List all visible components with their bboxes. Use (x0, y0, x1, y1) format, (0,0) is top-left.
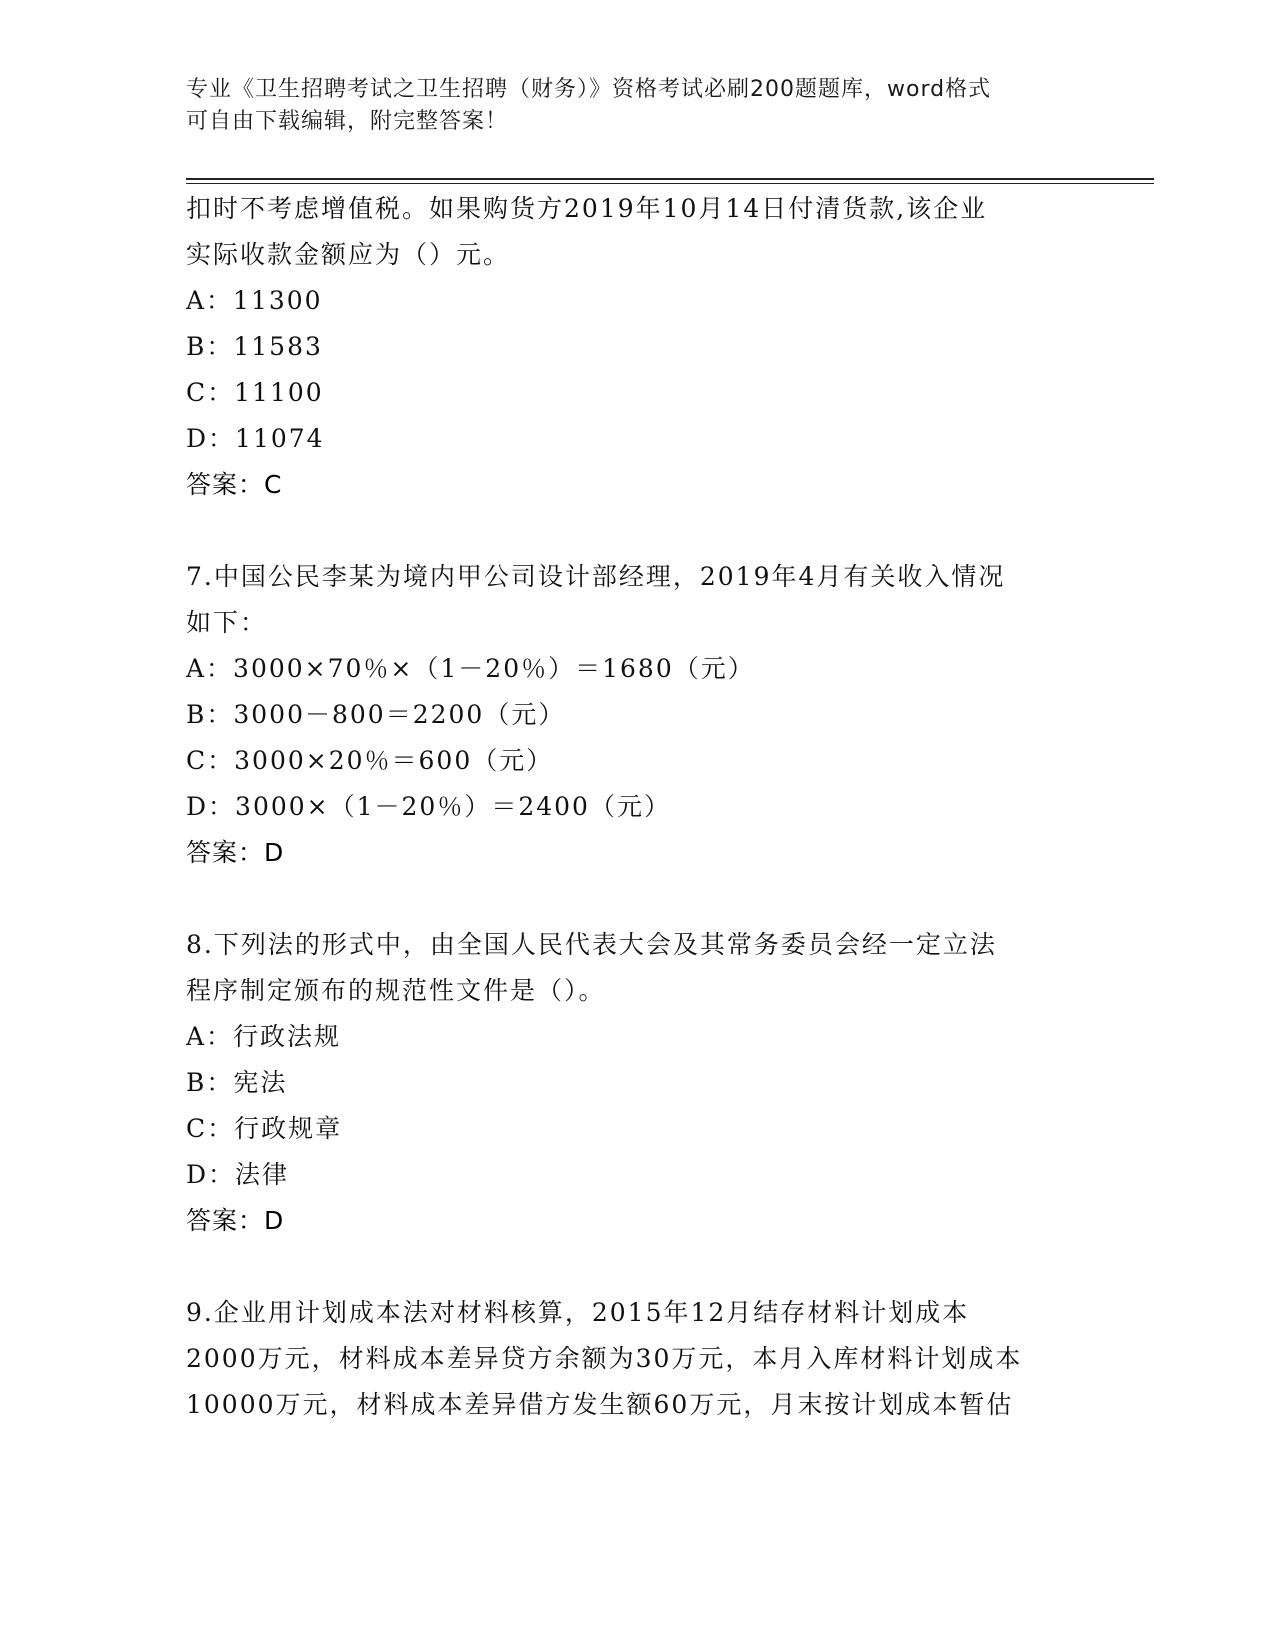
spacer (186, 508, 1086, 554)
option-a: A：11300 (186, 286, 323, 315)
option-c: C：3000×20％＝600（元） (186, 746, 554, 775)
document-body (186, 186, 1086, 1428)
option-a: A：行政法规 (186, 1022, 342, 1051)
option-d: D：3000×（1－20％）＝2400（元） (186, 792, 671, 821)
header-line-2: 可自由下载编辑，附完整答案！ (186, 109, 509, 134)
question-stem: 7.中国公民李某为境内甲公司设计部经理，2019年4月有关收入情况 (186, 562, 1006, 591)
question-8 (186, 922, 1086, 1244)
option-b: B：3000－800＝2200（元） (186, 700, 566, 729)
question-stem: 8.下列法的形式中，由全国人民代表大会及其常务委员会经一定立法 (186, 930, 997, 959)
spacer (186, 1244, 1086, 1290)
question-7 (186, 554, 1086, 876)
answer: 答案：D (186, 838, 285, 867)
question-stem: 10000万元，材料成本差异借方发生额60万元，月末按计划成本暂估 (186, 1390, 1014, 1419)
option-b: B：宪法 (186, 1068, 288, 1097)
question-9 (186, 1290, 1086, 1428)
question-stem: 程序制定颁布的规范性文件是（）。 (186, 976, 606, 1005)
question-stem: 扣时不考虑增值税。如果购货方2019年10月14日付清货款,该企业 (186, 194, 988, 223)
spacer (186, 876, 1086, 922)
answer: 答案：D (186, 1206, 285, 1235)
option-c: C：行政规章 (186, 1114, 343, 1143)
header-rule-thin (186, 183, 1154, 184)
option-b: B：11583 (186, 332, 323, 361)
option-a: A：3000×70％×（1－20％）＝1680（元） (186, 654, 755, 683)
answer: 答案：C (186, 470, 283, 499)
question-stem: 实际收款金额应为（）元。 (186, 240, 511, 269)
question-stem: 2000万元，材料成本差异贷方余额为30万元，本月入库材料计划成本 (186, 1344, 1023, 1373)
option-d: D：11074 (186, 424, 325, 453)
question-stem: 如下： (186, 608, 268, 637)
header-rule-thick (186, 178, 1154, 180)
question-stem: 9.企业用计划成本法对材料核算，2015年12月结存材料计划成本 (186, 1298, 970, 1327)
option-d: D：法律 (186, 1160, 290, 1189)
header-line-1: 专业《卫生招聘考试之卫生招聘（财务）》资格考试必刷200题题库，word格式 (186, 77, 992, 102)
document-header (186, 74, 1066, 138)
option-c: C：11100 (186, 378, 324, 407)
question-6 (186, 186, 1086, 508)
